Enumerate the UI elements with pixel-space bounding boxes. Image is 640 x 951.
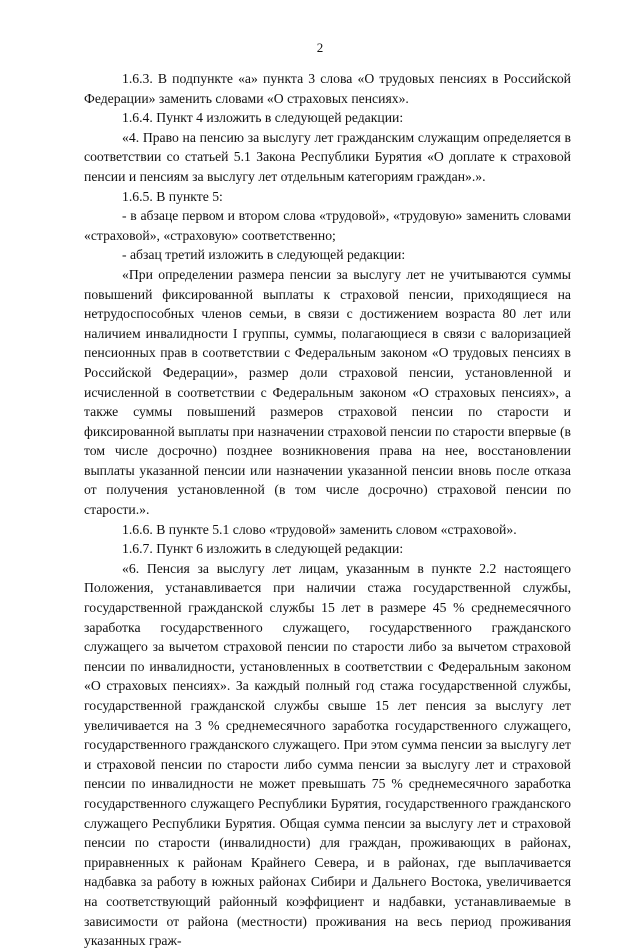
paragraph-1-6-5: 1.6.5. В пункте 5: <box>122 188 223 204</box>
paragraph-pension-calculation: «При определении размера пенсии за выслугу лет не учитываются суммы повышений фиксированной выплаты к страховой пенсии, приходящиеся на нетрудоспособных членов семьи, в связи с достижением возраста 80 лет или наличием инвалидности I группы, суммы, полагающиеся в связи с валоризацией пенсионных прав в соответствии с Федеральным законом «О трудовых пенсиях в Российской Федерации», размер доли страховой пенсии, установленной и исчисленной в соответствии с Федеральным законом «О страховых пенсиях», а также суммы повышений размеров страховой пенсии по старости и фиксированной выплаты при назначении страховой пенсии по старости впервые (в том числе досрочно) позднее возникновения права на нее, восстановлении выплаты указанной пенсии или назначении указанной пенсии вновь после отказа от получения установленной (в том числе досрочно) страховой пенсии по старости.». <box>84 266 571 518</box>
paragraph-point-6-text: «6. Пенсия за выслугу лет лицам, указанным в пункте 2.2 настоящего Положения, устанавливается при наличии стажа государственной службы, государственной гражданской службы 15 лет в размере 45 % среднемесячного заработка государственного служащего, государственного гражданского служащего за вычетом страховой пенсии по старости либо за вычетом страховой пенсии по инвалидности, установленных в соответствии с Федеральным законом «О страховых пенсиях». За каждый полный год стажа государственной службы, государственной гражданской службы свыше 15 лет пенсия за выслугу лет увеличивается на 3 % среднемесячного заработка государственного служащего, государственного гражданского служащего. При этом сумма пенсии за выслугу лет и страховой пенсии по старости либо сумма пенсии за выслугу лет и страховой пенсии по инвалидности не может превышать 75 % среднемесячного заработка государственного служащего Республики Бурятия, государственного гражданского служащего Республики Бурятия. Общая сумма пенсии за выслугу лет и страховой пенсии по старости (инвалидности) для граждан, проживающих в районах, приравненных к районам Крайнего Севера, и в районах, где выплачивается надбавка за работу в южных районах Сибири и Дальнего Востока, увеличивается на соответствующий районный коэффициент и надбавки, устанавливаемые в зависимости от района (местности) проживания на весь период проживания указанных граж- <box>84 560 571 949</box>
document-body <box>84 69 571 951</box>
paragraph-1-6-4: 1.6.4. Пункт 4 изложить в следующей редакции: <box>122 110 404 126</box>
paragraph-1-6-3: 1.6.3. В подпункте «а» пункта 3 слова «О трудовых пенсиях в Российской Федерации» заменить словами «О страховых пенсиях». <box>84 71 571 106</box>
paragraph-1-6-6: 1.6.6. В пункте 5.1 слово «трудовой» заменить словом «страховой». <box>122 521 517 537</box>
page-number: 2 <box>316 40 324 55</box>
paragraph-point-4-text: «4. Право на пенсию за выслугу лет гражданским служащим определяется в соответствии со статьей 5.1 Закона Республики Бурятия «О доплате к страховой пенсии и пенсиям за выслугу лет отдельным категориям граждан».». <box>84 129 571 184</box>
paragraph-abzac-first-second: - в абзаце первом и втором слова «трудовой», «трудовую» заменить словами «страховой», «страховую» соответственно; <box>84 208 571 243</box>
paragraph-1-6-7: 1.6.7. Пункт 6 изложить в следующей редакции: <box>122 541 404 557</box>
paragraph-abzac-third: - абзац третий изложить в следующей редакции: <box>122 247 406 263</box>
